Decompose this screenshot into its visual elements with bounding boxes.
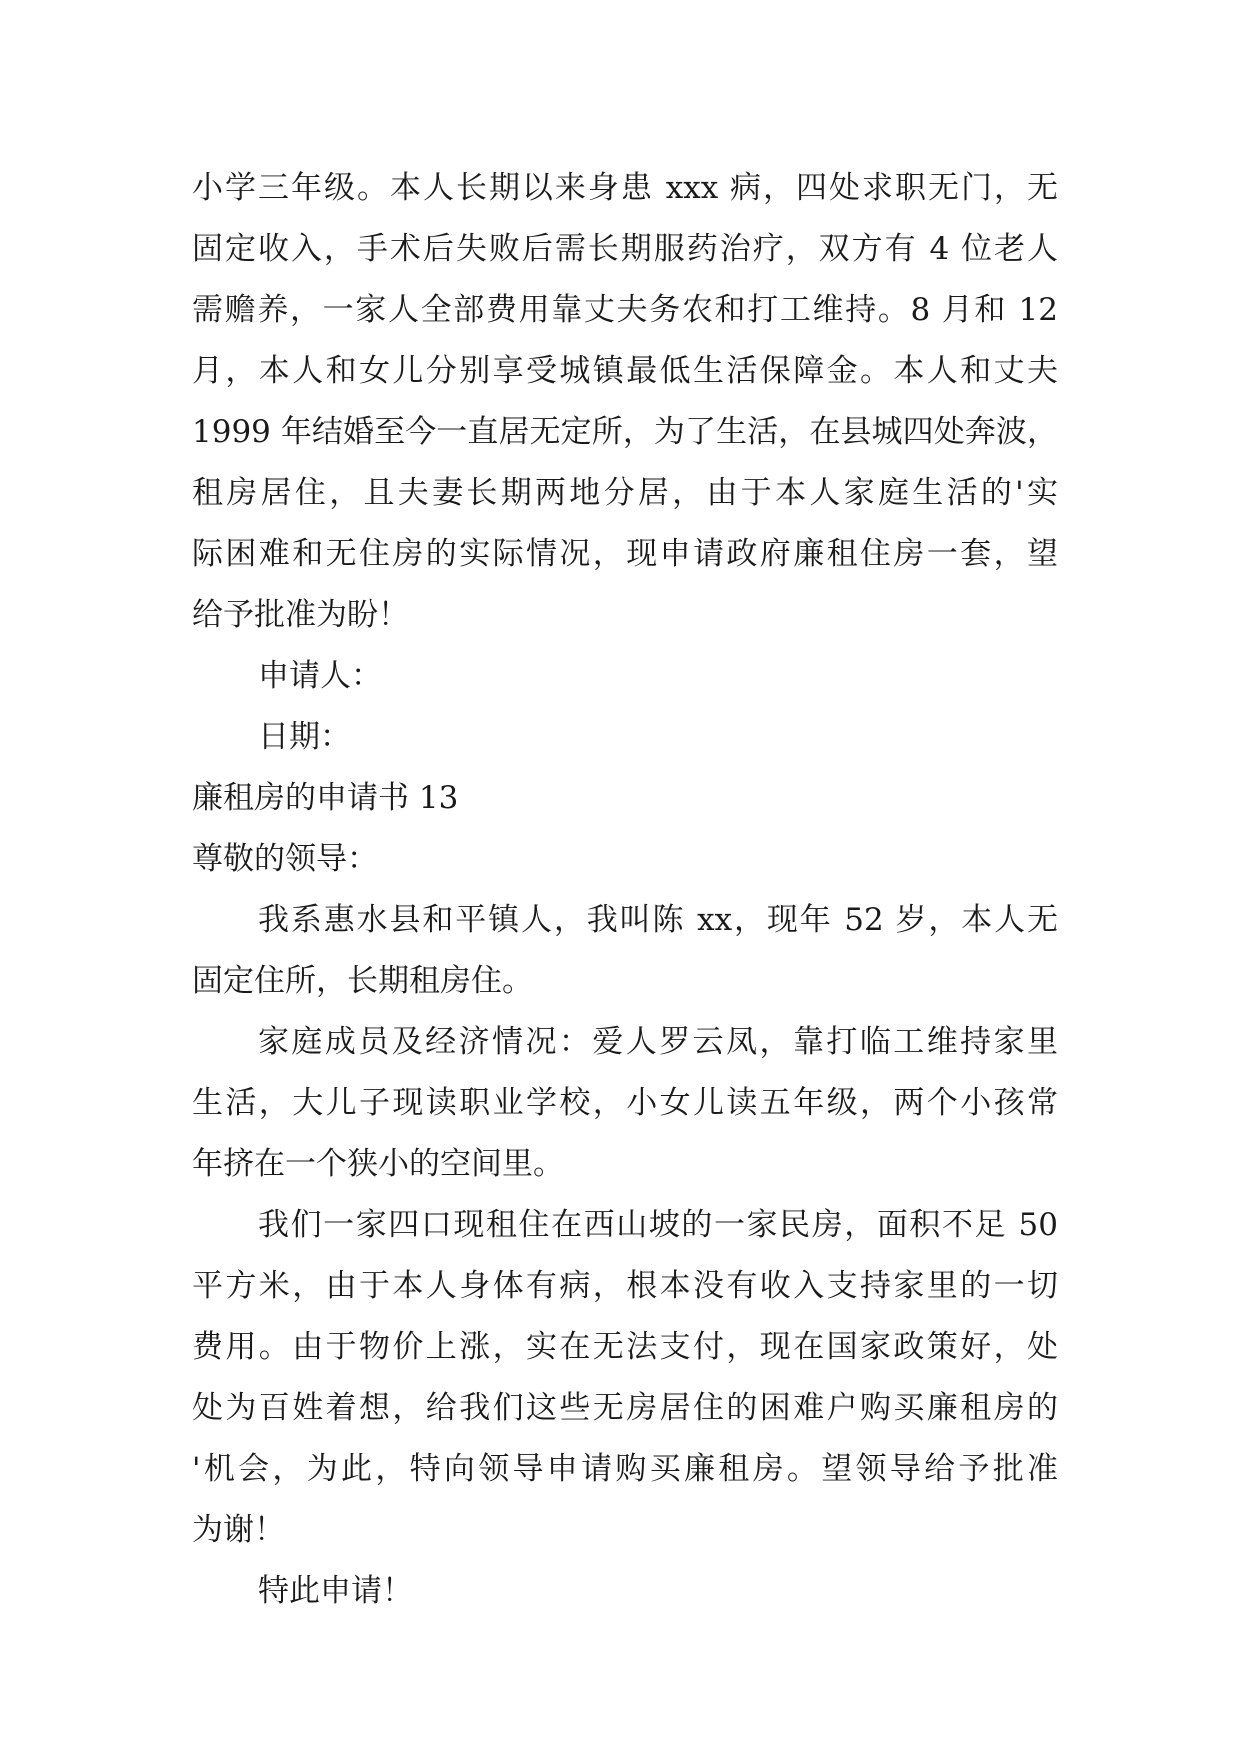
text-line: 月，本人和女儿分别享受城镇最低生活保障金。本人和丈夫 [192,353,1058,389]
text-line: 小学三年级。本人长期以来身患 xxx 病，四处求职无门，无 [192,170,1058,206]
text-line: 固定收入，手术后失败后需长期服药治疗，双方有 4 位老人 [192,231,1058,267]
text-line: 际困难和无住房的实际情况，现申请政府廉租住房一套，望 [192,536,1058,572]
date-label: 日期： [258,719,351,755]
text-line: 平方米，由于本人身体有病，根本没有收入支持家里的一切 [192,1268,1058,1304]
applicant-label: 申请人： [258,658,382,694]
text-line: 我们一家四口现租住在西山坡的一家民房，面积不足 50 [258,1207,1058,1243]
text-line: 租房居住，且夫妻长期两地分居，由于本人家庭生活的'实 [192,475,1058,511]
section-title: 廉租房的申请书 13 [192,780,459,816]
text-line: 需赡养，一家人全部费用靠丈夫务农和打工维持。8 月和 12 [192,292,1058,328]
text-line: 生活，大儿子现读职业学校，小女儿读五年级，两个小孩常 [192,1085,1058,1121]
text-line: 家庭成员及经济情况：爱人罗云凤，靠打临工维持家里 [258,1024,1058,1060]
text-line: 处为百姓着想，给我们这些无房居住的困难户购买廉租房的 [192,1390,1058,1426]
text-line: 固定住所，长期租房住。 [192,963,533,999]
text-line: 年挤在一个狭小的空间里。 [192,1146,564,1182]
text-line: 为谢！ [192,1512,285,1548]
document-body [192,158,1058,1622]
text-line: 费用。由于物价上涨，实在无法支付，现在国家政策好，处 [192,1329,1058,1365]
text-line: 1999 年结婚至今一直居无定所，为了生活，在县城四处奔波， [192,414,1058,450]
text-line: 给予批准为盼！ [192,597,409,633]
salutation: 尊敬的领导： [192,841,378,877]
closing-line: 特此申请！ [258,1573,413,1609]
text-line: '机会，为此，特向领导申请购买廉租房。望领导给予批准 [192,1451,1058,1487]
text-line: 我系惠水县和平镇人，我叫陈 xx，现年 52 岁，本人无 [258,902,1058,938]
